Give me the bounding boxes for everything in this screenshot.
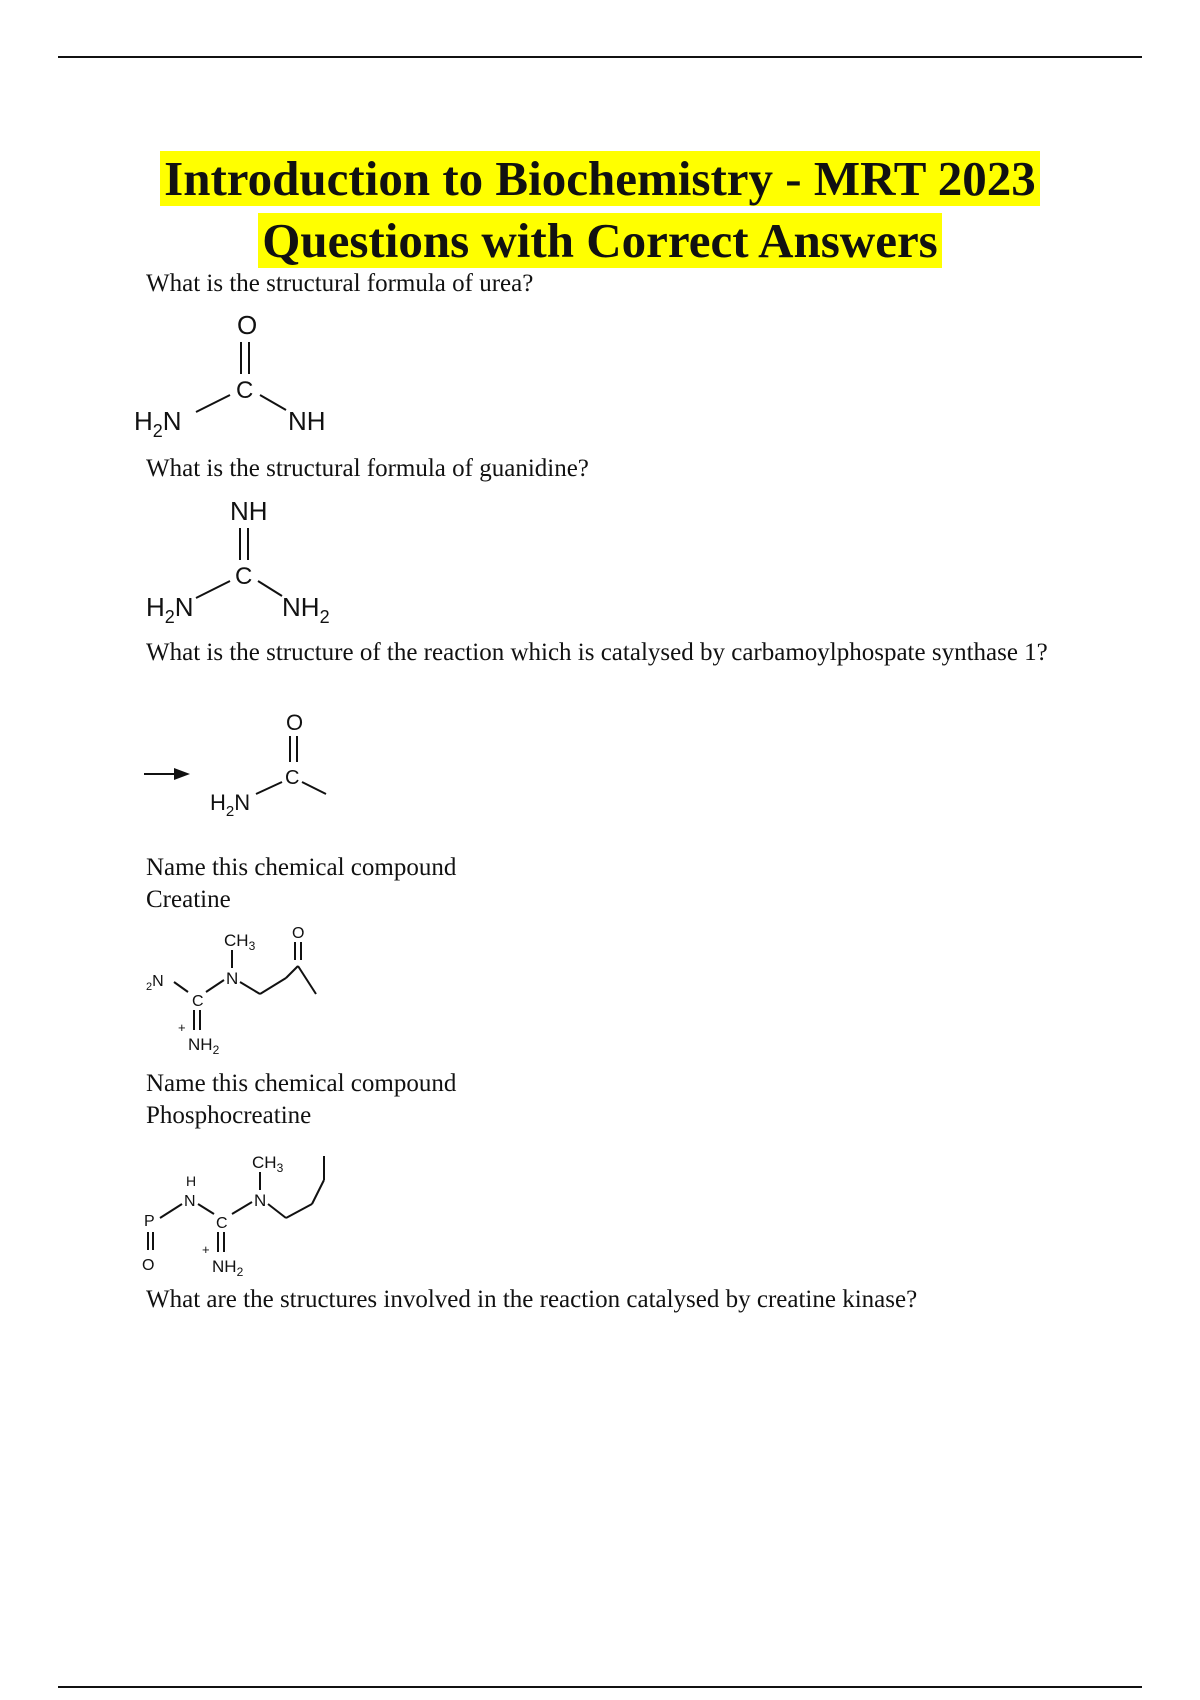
phosphocreatine-left-bond bbox=[198, 1204, 214, 1214]
creatine-oxygen: O bbox=[292, 925, 305, 942]
question-creatine-kinase: What are the structures involved in the reaction catalysed by creatine kinase? bbox=[146, 1286, 918, 1313]
guanidine-structure bbox=[140, 488, 360, 628]
phosphocreatine-p-bond bbox=[160, 1204, 182, 1218]
phosphocreatine-chain-2 bbox=[286, 1204, 312, 1218]
phosphocreatine-chain-1 bbox=[268, 1204, 286, 1218]
creatine-charge: + bbox=[178, 1020, 186, 1035]
question-guanidine: What is the structural formula of guanidine? bbox=[146, 455, 589, 482]
guanidine-carbon-label: C bbox=[235, 563, 253, 590]
question-compound-1: Name this chemical compound bbox=[146, 854, 457, 881]
answer-creatine: Creatine bbox=[146, 886, 231, 913]
phosphocreatine-carbon: C bbox=[216, 1215, 228, 1232]
guanidine-imine-label: NH bbox=[230, 496, 268, 526]
reaction-arrow-head bbox=[174, 768, 190, 780]
phosphocreatine-phosphorus: P bbox=[144, 1213, 155, 1230]
creatine-n-c-bond bbox=[206, 980, 224, 992]
urea-left-bond bbox=[196, 395, 230, 412]
phosphocreatine-hydrogen: H bbox=[186, 1173, 197, 1189]
creatine-nitrogen: N bbox=[226, 969, 239, 988]
phosphocreatine-bottom-amine: $NH_2$ bbox=[212, 1257, 244, 1279]
urea-left-amine: $H_2N$ bbox=[134, 406, 182, 441]
creatine-chain-1 bbox=[240, 982, 260, 994]
creatine-structure bbox=[140, 926, 360, 1066]
creatine-carbon: C bbox=[192, 993, 204, 1010]
creatine-chain-4 bbox=[298, 966, 316, 994]
creatine-bottom-amine: $NH_2$ bbox=[188, 1035, 220, 1057]
creatine-methyl: $CH_3$ bbox=[224, 931, 256, 953]
carbamoyl-left-bond bbox=[256, 782, 282, 794]
guanidine-right-amine: $NH_2$ bbox=[282, 592, 330, 627]
phosphocreatine-n-c-bond bbox=[232, 1202, 252, 1214]
guanidine-right-bond bbox=[258, 581, 282, 596]
phosphocreatine-methyl: $CH_3$ bbox=[252, 1153, 284, 1175]
phosphocreatine-nh-nitrogen: N bbox=[184, 1193, 196, 1210]
carbamoyl-amine: $H_2N$ bbox=[210, 790, 251, 820]
urea-carbon-label: C bbox=[236, 377, 254, 404]
document-title bbox=[0, 148, 1200, 272]
carbamoyl-oxygen-label: O bbox=[286, 710, 304, 735]
title-line-2: Questions with Correct Answers bbox=[258, 213, 942, 268]
urea-right-amine: NH bbox=[288, 406, 326, 436]
creatine-chain-2 bbox=[260, 978, 286, 994]
urea-structure bbox=[134, 302, 340, 442]
urea-right-bond bbox=[260, 395, 286, 410]
answer-phosphocreatine: Phosphocreatine bbox=[146, 1102, 312, 1129]
carbamoyl-structure bbox=[140, 706, 360, 826]
title-line-1: Introduction to Biochemistry - MRT 2023 bbox=[160, 151, 1040, 206]
creatine-chain-3 bbox=[286, 966, 298, 978]
phosphocreatine-charge: + bbox=[202, 1242, 210, 1257]
question-urea: What is the structural formula of urea? bbox=[146, 270, 534, 297]
creatine-left-amine: $_2$N bbox=[146, 973, 164, 993]
phosphocreatine-nitrogen: N bbox=[254, 1191, 267, 1210]
creatine-left-bond bbox=[174, 982, 188, 992]
guanidine-left-amine: $H_2N$ bbox=[146, 592, 194, 627]
phosphocreatine-oxygen: O bbox=[142, 1257, 155, 1274]
carbamoyl-carbon-label: C bbox=[285, 767, 300, 789]
top-rule bbox=[58, 56, 1142, 58]
urea-oxygen-label: O bbox=[237, 310, 258, 340]
guanidine-left-bond bbox=[196, 581, 230, 598]
phosphocreatine-structure bbox=[140, 1146, 360, 1286]
phosphocreatine-chain-3 bbox=[312, 1180, 324, 1204]
carbamoyl-right-bond bbox=[302, 782, 326, 794]
question-carbamoyl: What is the structure of the reaction which is catalysed by carbamoylphospate synthase 1? bbox=[146, 639, 1048, 666]
bottom-rule bbox=[58, 1686, 1142, 1688]
question-compound-2: Name this chemical compound bbox=[146, 1070, 457, 1097]
